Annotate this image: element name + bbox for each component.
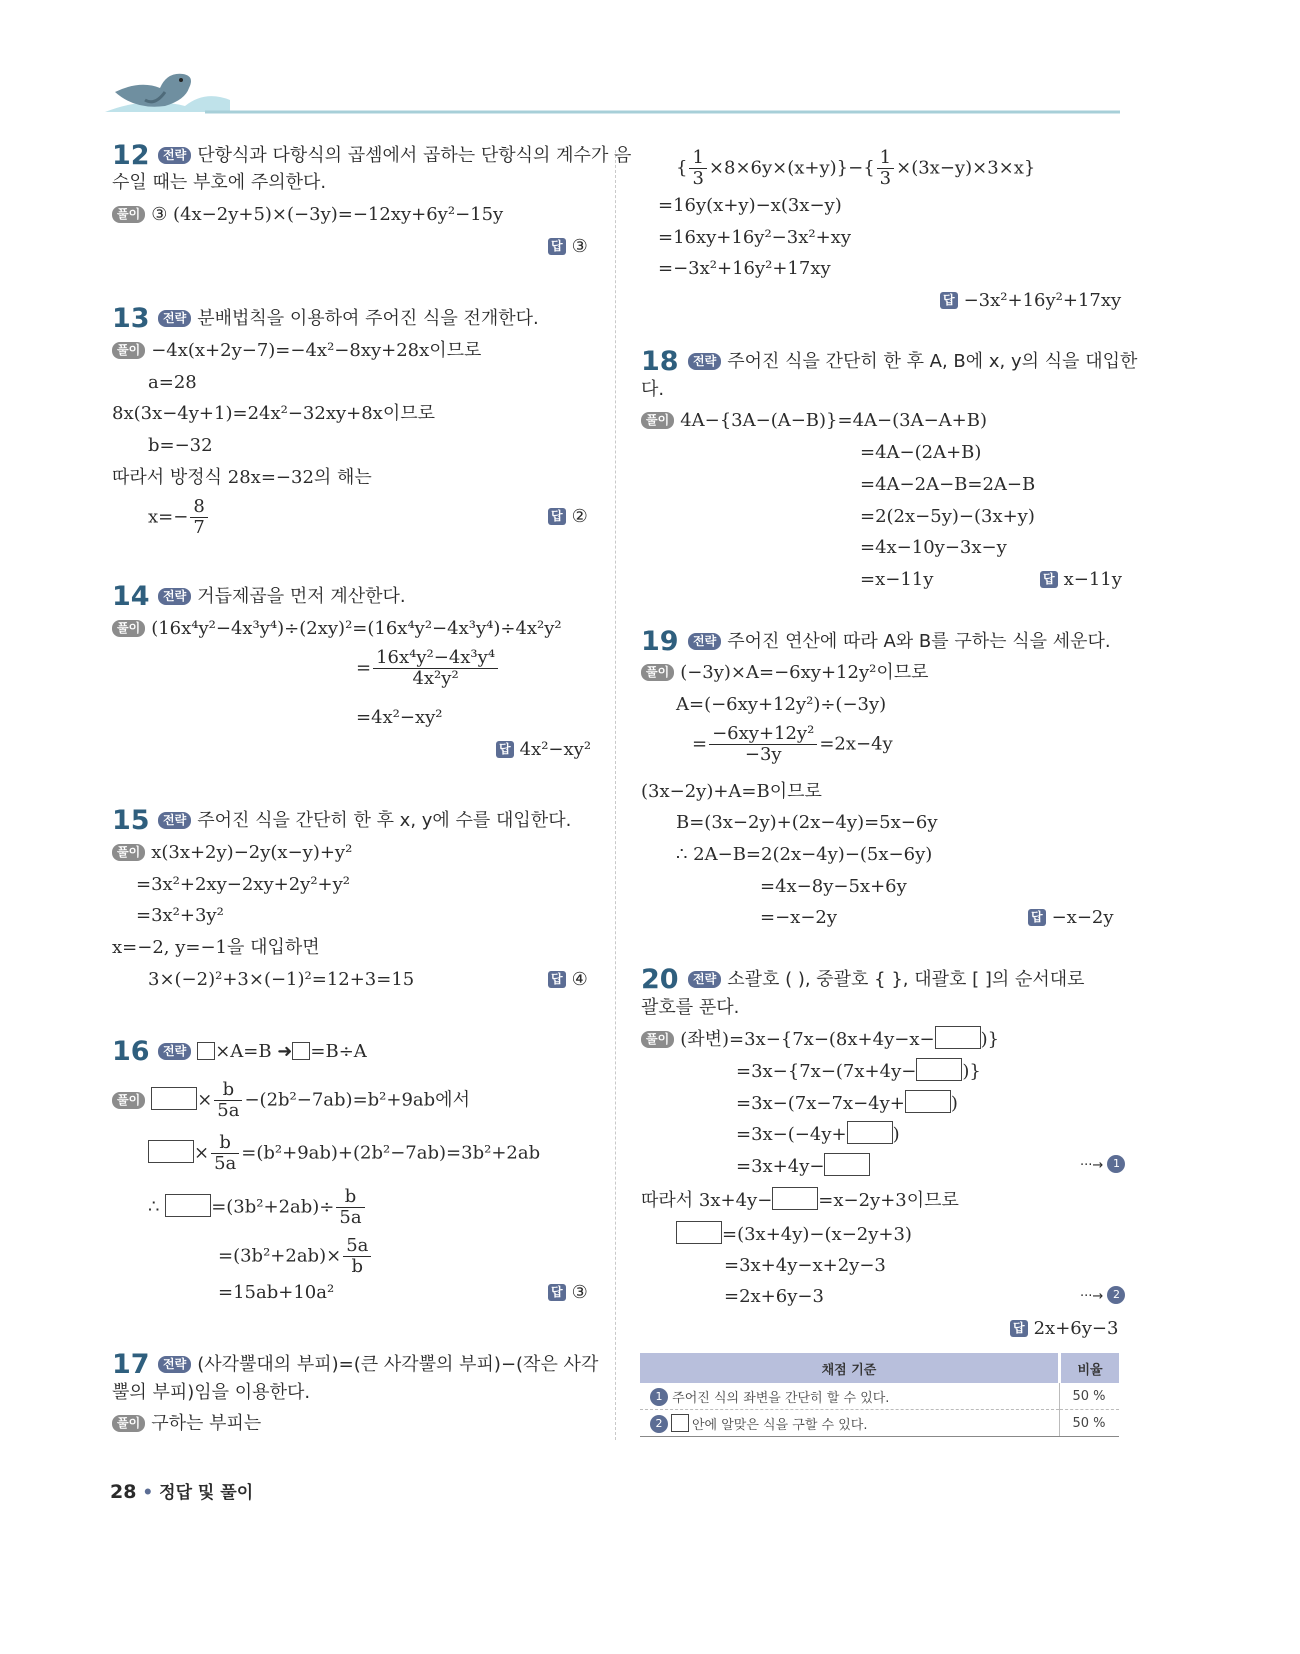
denominator: 7 (193, 517, 205, 538)
answer-line (548, 967, 588, 993)
solution-line (641, 408, 987, 434)
blank-box (772, 1187, 818, 1210)
problem-number: 18 (641, 346, 679, 377)
numerator: b (336, 1187, 364, 1208)
blank-box (165, 1194, 211, 1217)
answer-text: ③ (571, 1282, 588, 1303)
blank-box (824, 1153, 870, 1176)
solution-text: a=28 (148, 372, 197, 393)
strategy-tag: 전략 (158, 310, 191, 327)
table-row (640, 1383, 1119, 1410)
solution-text: ) (892, 1124, 900, 1145)
brace: { (676, 157, 688, 179)
solution-line (641, 1026, 999, 1053)
answer-text: x−11y (1063, 569, 1122, 590)
strategy-tag: 전략 (158, 588, 191, 605)
answer-tag: 답 (548, 971, 566, 988)
problem-number: 14 (112, 581, 150, 612)
solution-tag: 풀이 (112, 342, 145, 359)
strategy-tag: 전략 (688, 353, 721, 370)
solution-line (676, 1221, 912, 1248)
blank-box (935, 1026, 981, 1049)
solution-text: =−x−2y (760, 907, 838, 928)
strategy-line (158, 306, 539, 332)
strategy-tag: 전략 (158, 1356, 191, 1373)
scoring-criteria-table (640, 1353, 1119, 1437)
ratio-cell: 50 % (1060, 1410, 1120, 1437)
equals-sign: = (692, 733, 708, 755)
fraction (343, 1236, 371, 1277)
step-circle-icon: 2 (1107, 1286, 1125, 1304)
denominator: b (351, 1256, 364, 1277)
strategy-text: 주어진 식을 간단히 한 후 x, y에 수를 대입한다. (197, 810, 572, 831)
problem-number: 15 (112, 805, 150, 836)
strategy-text: 단항식과 다항식의 곱셈에서 곱하는 단항식의 계수가 음 (197, 145, 632, 166)
criteria-text: 안에 알맞은 식을 구할 수 있다. (692, 1417, 868, 1433)
solution-line (676, 148, 1035, 189)
step-marker (1080, 1284, 1125, 1310)
numerator: −6xy+12y² (709, 724, 817, 745)
fraction (190, 497, 207, 538)
solution-text: 4A−{3A−(A−B)}=4A−(3A−A+B) (680, 410, 988, 431)
answer-line (496, 737, 591, 763)
answer-line (548, 234, 588, 260)
solution-text: =2(2x−5y)−(3x+y) (860, 506, 1035, 527)
solution-line (112, 616, 562, 642)
problem-number: 13 (112, 303, 150, 334)
solution-text: B=(3x−2y)+(2x−4y)=5x−6y (676, 812, 938, 833)
step-circle-icon: 1 (650, 1388, 668, 1406)
solution-line (112, 1411, 261, 1437)
answer-text: 2x+6y−3 (1033, 1318, 1119, 1339)
blank-box (671, 1414, 689, 1432)
strategy-text: 다. (641, 379, 665, 400)
solution-line (641, 660, 929, 686)
solution-text: ×8×6y×(x+y)}−{ (708, 157, 875, 179)
denominator: 3 (879, 168, 892, 189)
solution-text: =3x−(−4y+ (736, 1124, 847, 1145)
answer-line (548, 504, 588, 530)
solution-tag: 풀이 (112, 620, 145, 637)
solution-line (736, 1153, 870, 1180)
solution-text: =x−11y (860, 569, 934, 590)
problem-number: 12 (112, 140, 150, 171)
answer-text: −x−2y (1051, 907, 1114, 928)
fraction (709, 724, 817, 765)
answer-text: −3x²+16y²+17xy (963, 290, 1122, 311)
answer-tag: 답 (1028, 909, 1046, 926)
answer-text: ② (571, 506, 588, 527)
answer-tag: 답 (1040, 571, 1058, 588)
solution-line (736, 1058, 981, 1085)
fraction (373, 648, 498, 689)
footer-dot: • (142, 1483, 154, 1503)
strategy-line (158, 143, 631, 169)
strategy-text: 소괄호 ( ), 중괄호 { }, 대괄호 [ ]의 순서대로 (727, 969, 1085, 990)
solution-text: 구하는 부피는 (151, 1413, 262, 1434)
solution-text: =4x−10y−3x−y (860, 537, 1007, 558)
numerator: 8 (190, 497, 207, 518)
solution-text: =4x−8y−5x+6y (760, 876, 907, 897)
solution-text: =2x+6y−3 (724, 1286, 824, 1307)
solution-text: =3x+4y−x+2y−3 (724, 1255, 886, 1276)
strategy-text: (사각뿔대의 부피)=(큰 사각뿔의 부피)−(작은 사각 (197, 1354, 599, 1375)
step-circle-icon: 1 (1107, 1155, 1125, 1173)
solution-tag: 풀이 (641, 412, 674, 429)
solution-line (736, 1121, 900, 1148)
column-divider (615, 150, 616, 1440)
solution-text: =3x+4y− (736, 1156, 825, 1177)
strategy-tag: 전략 (688, 633, 721, 650)
criteria-header: 채점 기준 (640, 1353, 1060, 1383)
solution-fraction-line (148, 497, 210, 538)
strategy-tag: 전략 (158, 812, 191, 829)
solution-tag: 풀이 (112, 1092, 145, 1109)
solution-line (148, 1187, 367, 1228)
solution-text: A=(−6xy+12y²)÷(−3y) (676, 694, 887, 715)
denominator: 3 (692, 168, 704, 189)
arrow-marker: ···→ (1080, 1158, 1104, 1173)
blank-box (151, 1087, 197, 1110)
blank-box (905, 1090, 951, 1113)
arrow-marker: ···→ (1080, 1289, 1104, 1304)
strategy-text: 뿔의 부피)임을 이용한다. (112, 1382, 311, 1403)
problem-number: 20 (641, 964, 679, 995)
solution-line (148, 1133, 540, 1174)
answer-text: ④ (571, 969, 588, 990)
equals-sign: = (356, 657, 372, 679)
solution-text: ∴ 2A−B=2(2x−4y)−(5x−6y) (676, 844, 933, 865)
solution-text: b=−32 (148, 435, 213, 456)
blank-box (197, 1042, 215, 1060)
blank-box (292, 1042, 310, 1060)
numerator: 1 (877, 148, 894, 169)
fraction (689, 148, 706, 189)
solution-text: =(3b²+2ab)× (218, 1245, 342, 1267)
solution-fraction-line (692, 724, 893, 765)
step-circle-icon: 2 (650, 1415, 668, 1433)
strategy-line (158, 1039, 367, 1065)
answer-tag: 답 (548, 1284, 566, 1301)
ratio-cell: 50 % (1060, 1383, 1120, 1410)
answer-tag: 답 (1010, 1320, 1028, 1337)
solution-text: =16xy+16y²−3x²+xy (658, 227, 851, 248)
solution-line (112, 338, 481, 364)
numerator: 5a (343, 1236, 371, 1257)
blank-box (148, 1140, 194, 1163)
therefore-symbol: ∴ (148, 1196, 160, 1218)
solution-line (736, 1090, 958, 1117)
solution-text: 따라서 방정식 28x=−32의 해는 (112, 467, 372, 488)
solution-text: ③ (4x−2y+5)×(−3y)=−12xy+6y²−15y (151, 204, 504, 225)
solution-text: ) (950, 1093, 958, 1114)
solution-line (218, 1236, 373, 1277)
solution-text: 3×(−2)²+3×(−1)²=12+3=15 (148, 969, 415, 990)
solution-text: =15ab+10a² (218, 1282, 335, 1303)
solution-line (112, 202, 503, 228)
solution-text: =4A−2A−B=2A−B (860, 474, 1036, 495)
answer-tag: 답 (548, 238, 566, 255)
solution-tag: 풀이 (641, 1031, 674, 1048)
solution-text: ×(3x−y)×3×x} (896, 157, 1036, 179)
problem-number: 16 (112, 1036, 150, 1067)
answer-line (548, 1280, 588, 1306)
numerator: b (214, 1080, 242, 1101)
strategy-text: =B÷A (310, 1041, 367, 1062)
numerator: 16x⁴y²−4x³y⁴ (373, 648, 498, 669)
solution-text: x=− (148, 506, 189, 528)
solution-text: (3x−2y)+A=B이므로 (641, 781, 822, 802)
solution-text: −4x(x+2y−7)=−4x²−8xy+28x이므로 (151, 340, 482, 361)
solution-text: =(3x+4y)−(x−2y+3) (722, 1224, 912, 1245)
blank-box (676, 1221, 722, 1244)
answer-line (940, 288, 1121, 314)
footer-title: 정답 및 풀이 (159, 1483, 254, 1503)
solution-text: x(3x+2y)−2y(x−y)+y² (151, 842, 353, 863)
solution-text: =3x−(7x−7x−4y+ (736, 1093, 905, 1114)
solution-text: =3x²+2xy−2xy+2y²+y² (136, 874, 350, 895)
solution-text: =(3b²+2ab)÷ (211, 1196, 335, 1218)
criteria-text: 주어진 식의 좌변을 간단히 할 수 있다. (672, 1390, 890, 1406)
answer-text: ③ (571, 236, 588, 257)
blank-box (847, 1121, 893, 1144)
strategy-line (158, 808, 571, 834)
denominator: 5a (214, 1153, 237, 1174)
solution-text: x=−2, y=−1을 대입하면 (112, 937, 320, 958)
strategy-text: 주어진 식을 간단히 한 후 A, B에 x, y의 식을 대입한 (727, 351, 1138, 372)
numerator: 1 (689, 148, 706, 169)
solution-text: =4x²−xy² (356, 707, 443, 728)
seal-mascot-illustration (105, 66, 1125, 116)
solution-tag: 풀이 (112, 206, 145, 223)
solution-text: =(b²+9ab)+(2b²−7ab)=3b²+2ab (241, 1142, 541, 1164)
solution-text: (−3y)×A=−6xy+12y²이므로 (680, 662, 929, 683)
strategy-line (158, 1352, 598, 1378)
blank-box (916, 1058, 962, 1081)
strategy-text: ×A=B ➜ (215, 1041, 293, 1062)
denominator: 5a (339, 1207, 362, 1228)
strategy-tag: 전략 (688, 971, 721, 988)
problem-number: 19 (641, 626, 679, 657)
answer-tag: 답 (940, 292, 958, 309)
solution-line (112, 840, 352, 866)
solution-text: × (194, 1142, 210, 1164)
solution-text: =16y(x+y)−x(3x−y) (658, 195, 842, 216)
strategy-line (688, 349, 1137, 375)
fraction (214, 1080, 242, 1121)
strategy-tag: 전략 (158, 147, 191, 164)
solution-fraction-line (356, 648, 500, 689)
fraction (336, 1187, 364, 1228)
answer-tag: 답 (548, 508, 566, 525)
solution-line (112, 1080, 470, 1121)
solution-text: =3x−{7x−(7x+4y− (736, 1061, 917, 1082)
denominator: −3y (744, 744, 782, 765)
solution-text: 8x(3x−4y+1)=24x²−32xy+8x이므로 (112, 403, 435, 424)
strategy-line (688, 629, 1111, 655)
strategy-text: 괄호를 푼다. (641, 997, 740, 1018)
solution-text: )} (962, 1061, 981, 1082)
solution-text: 따라서 3x+4y− (641, 1190, 773, 1211)
solution-text: =3x²+3y² (136, 905, 224, 926)
solution-line (641, 1187, 959, 1214)
solution-text: =−3x²+16y²+17xy (658, 258, 831, 279)
fraction (877, 148, 894, 189)
strategy-tag: 전략 (158, 1043, 191, 1060)
criteria-cell (640, 1410, 1060, 1437)
strategy-line (158, 584, 406, 610)
strategy-text: 거듭제곱을 먼저 계산한다. (197, 586, 406, 607)
page-number: 28 (110, 1481, 137, 1503)
answer-text: 4x²−xy² (519, 739, 592, 760)
strategy-text: 주어진 연산에 따라 A와 B를 구하는 식을 세운다. (727, 631, 1111, 652)
answer-line (1040, 567, 1122, 593)
answer-line (1028, 905, 1114, 931)
solution-text: =4A−(2A+B) (860, 442, 982, 463)
solution-text: × (197, 1089, 213, 1111)
solution-text: =2x−4y (819, 733, 893, 755)
strategy-text: 분배법칙을 이용하여 주어진 식을 전개한다. (197, 308, 539, 329)
table-row (640, 1410, 1119, 1437)
solution-tag: 풀이 (641, 664, 674, 681)
solution-tag: 풀이 (112, 844, 145, 861)
denominator: 4x²y² (412, 668, 459, 689)
solution-text: (16x⁴y²−4x³y⁴)÷(2xy)²=(16x⁴y²−4x³y⁴)÷4x²y² (151, 618, 562, 639)
strategy-line (688, 967, 1085, 993)
solution-text: )} (980, 1029, 1000, 1050)
denominator: 5a (217, 1100, 240, 1121)
criteria-cell (640, 1383, 1060, 1410)
page-footer (110, 1478, 253, 1503)
answer-tag: 답 (496, 741, 514, 758)
solution-text: (좌변)=3x−{7x−(8x+4y−x− (680, 1029, 935, 1050)
fraction (211, 1133, 239, 1174)
numerator: b (211, 1133, 239, 1154)
solution-text: =x−2y+3이므로 (818, 1190, 959, 1211)
step-marker (1080, 1153, 1125, 1179)
problem-number: 17 (112, 1349, 150, 1380)
solution-tag: 풀이 (112, 1415, 145, 1432)
strategy-text: 수일 때는 부호에 주의한다. (112, 172, 327, 193)
answer-line (1010, 1316, 1118, 1342)
solution-text: −(2b²−7ab)=b²+9ab에서 (244, 1089, 470, 1111)
ratio-header: 비율 (1060, 1353, 1120, 1383)
